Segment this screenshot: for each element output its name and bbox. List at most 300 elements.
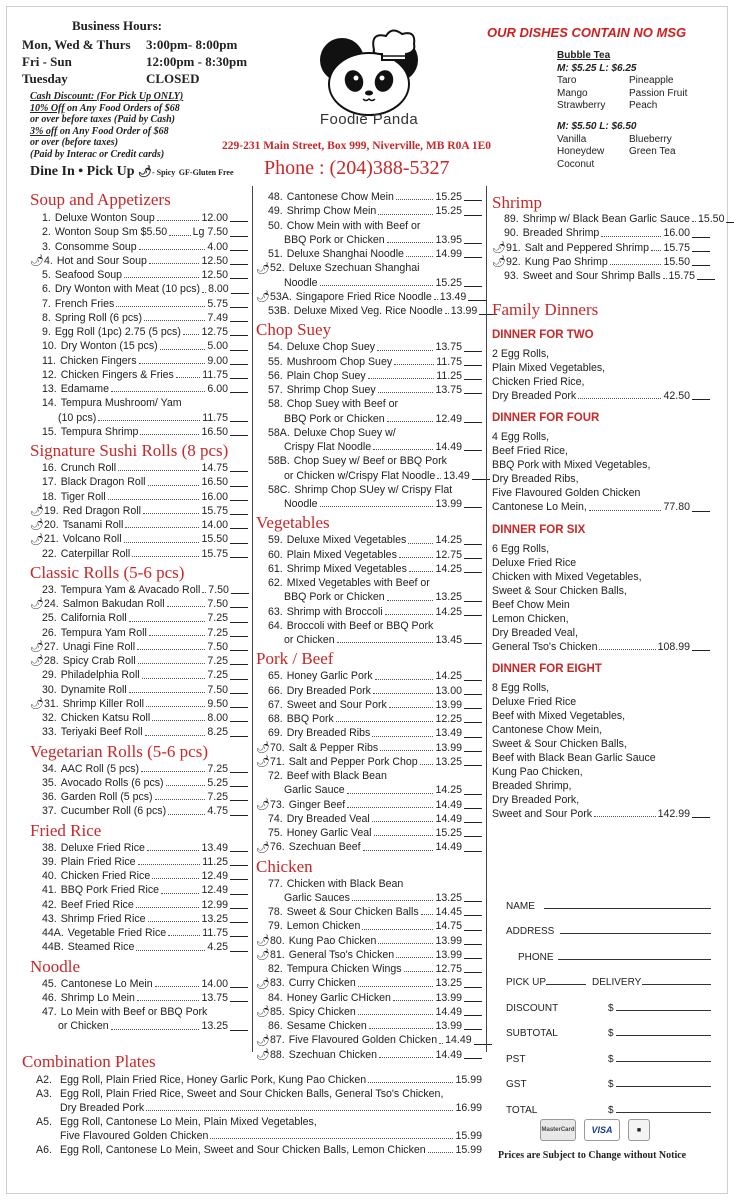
menu-item	[30, 425, 248, 439]
phone-field[interactable]	[558, 959, 711, 960]
quantity-line[interactable]	[230, 664, 248, 665]
leader-dots	[369, 1028, 434, 1029]
quantity-line[interactable]	[230, 221, 248, 222]
chili-icon: 🌶︎	[256, 1048, 270, 1061]
leader-dots	[139, 363, 206, 364]
item-name: Breaded Shrimp	[522, 227, 600, 240]
quantity-line[interactable]	[230, 543, 248, 544]
leader-dots	[176, 377, 200, 378]
quantity-line[interactable]	[230, 650, 248, 651]
quantity-line[interactable]	[464, 737, 482, 738]
quantity-line[interactable]	[692, 265, 710, 266]
quantity-line[interactable]	[464, 379, 482, 380]
item-name: Salmon Bakudan Roll	[62, 598, 165, 610]
combo-line	[22, 1087, 482, 1101]
item-price: 14.49	[435, 441, 462, 453]
quantity-line[interactable]	[230, 514, 248, 515]
leader-dots	[124, 277, 199, 278]
quantity-line[interactable]	[464, 722, 482, 723]
spicy-indicator	[256, 798, 270, 812]
item-name: Kung Pao Shrimp	[524, 255, 608, 268]
dinner-line: Sweet & Sour Chicken Balls,	[492, 584, 627, 597]
quantity-line[interactable]	[692, 817, 710, 818]
debit-icon: ■	[628, 1119, 650, 1141]
item-name: BBQ Pork Fried Rice	[60, 884, 160, 897]
item-number: 15.	[42, 425, 57, 438]
quantity-line[interactable]	[474, 1044, 492, 1045]
dinner-line: Dry Breaded Ribs,	[492, 473, 579, 486]
leader-dots	[138, 663, 206, 664]
item-name: MIxed Vegetables with Beef or	[286, 577, 430, 589]
menu-item	[256, 426, 482, 440]
combo-items: Dry Breaded Pork	[60, 1102, 145, 1114]
quantity-line[interactable]	[231, 293, 249, 294]
menu-item	[256, 798, 482, 812]
section-title: Noodle	[30, 956, 81, 976]
quantity-line[interactable]	[464, 393, 482, 394]
quantity-line[interactable]	[464, 422, 482, 423]
quantity-line[interactable]	[230, 486, 248, 487]
quantity-line[interactable]	[230, 622, 248, 623]
item-name: Consomme Soup	[54, 240, 137, 253]
quantity-line[interactable]	[230, 786, 248, 787]
dinner-line: Cantonese Chow Mein,	[492, 723, 603, 736]
quantity-line[interactable]	[464, 286, 482, 287]
menu-item	[256, 826, 482, 840]
quantity-line[interactable]	[464, 972, 482, 973]
menu-item	[256, 261, 482, 275]
spicy-indicator	[256, 741, 270, 755]
quantity-line[interactable]	[230, 321, 248, 322]
quantity-line[interactable]	[464, 572, 482, 573]
quantity-line[interactable]	[230, 851, 248, 852]
quantity-line[interactable]	[230, 772, 248, 773]
chili-icon: 🌶︎	[30, 255, 44, 267]
item-price: 7.50	[207, 640, 228, 653]
menu-item	[30, 762, 248, 776]
item-name: Shrimp Chow Mein	[286, 205, 377, 218]
quantity-line[interactable]	[230, 908, 248, 909]
item-price: 12.50	[201, 269, 228, 281]
item-name: or Chicken	[284, 634, 335, 646]
quantity-line[interactable]	[464, 215, 482, 216]
menu-item	[30, 790, 248, 804]
item-price: 7.25	[207, 612, 228, 625]
quantity-line[interactable]	[726, 222, 734, 223]
quantity-line[interactable]	[464, 544, 482, 545]
quantity-line[interactable]	[464, 615, 482, 616]
item-price: 14.75	[201, 462, 228, 474]
quantity-line[interactable]	[230, 557, 248, 558]
column-divider	[252, 186, 253, 1052]
total-field[interactable]	[616, 1112, 711, 1113]
quantity-line[interactable]	[230, 800, 248, 801]
item-name: Shrimp Chop SUey w/ Crispy Flat	[294, 483, 453, 496]
item-price: 12.25	[435, 713, 462, 725]
item-name: Szechuan Beef	[288, 841, 361, 854]
item-price: 15.75	[668, 270, 696, 282]
item-number: 39.	[42, 855, 57, 868]
quantity-line[interactable]	[230, 1001, 248, 1002]
quantity-line[interactable]	[230, 815, 248, 816]
item-price: 13.25	[201, 912, 228, 925]
quantity-line[interactable]	[464, 901, 482, 902]
hours-row: Mon, Wed & Thurs 3:00pm- 8:00pm	[22, 37, 238, 52]
item-name: Shrimp Fried Rice	[60, 912, 146, 925]
dinner-price-row	[492, 640, 710, 654]
quantity-line[interactable]	[464, 694, 482, 695]
item-price: 14.49	[435, 841, 462, 854]
item-price: 14.49	[435, 1048, 462, 1061]
item-name: Tempura Mushroom/ Yam	[60, 397, 182, 410]
quantity-line[interactable]	[230, 736, 248, 737]
leader-dots	[155, 986, 200, 987]
combo-number: A3.	[36, 1088, 52, 1100]
quantity-line[interactable]	[230, 707, 248, 708]
item-number: 27.	[43, 640, 59, 653]
quantity-line[interactable]	[230, 392, 248, 393]
quantity-line[interactable]	[230, 307, 248, 308]
item-name: Sesame Chicken	[286, 1020, 367, 1032]
address: 229-231 Main Street, Box 999, Niverville, MB R0A 1E0	[222, 140, 492, 152]
leader-dots	[148, 921, 200, 922]
menu-item	[30, 396, 248, 410]
item-name: Chicken Katsu Roll	[60, 712, 151, 724]
leader-dots	[378, 392, 434, 393]
quantity-line[interactable]	[464, 958, 482, 959]
item-number: 54.	[268, 341, 283, 354]
dinner-line: Dry Breaded Pork,	[492, 793, 580, 806]
item-name: Philadelphia Roll	[60, 669, 140, 682]
item-name: Crunch Roll	[60, 462, 117, 474]
bubble-tea-flavors	[557, 134, 727, 172]
quantity-line[interactable]	[230, 236, 248, 237]
quantity-line[interactable]	[464, 601, 482, 602]
item-name: Chop Suey with Beef or	[286, 398, 399, 411]
delivery-field[interactable]	[642, 984, 711, 985]
menu-item	[30, 725, 248, 739]
leader-dots	[137, 1000, 200, 1001]
item-name: Shrimp Killer Roll	[62, 697, 144, 710]
quantity-line[interactable]	[230, 378, 248, 379]
item-name: Avocado Rolls (6 pcs)	[60, 776, 164, 789]
quantity-line[interactable]	[464, 243, 482, 244]
item-number: 75.	[268, 827, 283, 839]
quantity-line[interactable]	[230, 951, 248, 952]
item-name: Dry Wonton with Meat (10 pcs)	[54, 283, 201, 296]
quantity-line[interactable]	[230, 922, 248, 923]
quantity-line[interactable]	[230, 264, 248, 265]
dinner-line: General Tso's Chicken	[492, 640, 598, 653]
item-name: Caterpillar Roll	[60, 547, 131, 560]
item-name: Seafood Soup	[54, 269, 122, 281]
item-number: 78.	[268, 906, 283, 918]
quantity-line[interactable]	[230, 987, 248, 988]
quantity-line[interactable]	[692, 237, 710, 238]
item-number: 52.	[269, 262, 285, 275]
quantity-line[interactable]	[472, 479, 490, 480]
leader-dots	[439, 1043, 443, 1044]
quantity-line[interactable]	[697, 279, 715, 280]
item-number: 37.	[42, 805, 57, 818]
pst-field[interactable]	[616, 1061, 711, 1062]
leader-dots	[168, 935, 200, 936]
leader-dots	[420, 764, 434, 765]
quantity-line[interactable]	[230, 250, 248, 251]
quantity-line[interactable]	[230, 364, 248, 365]
combo-items: Five Flavoured Golden Chicken	[60, 1130, 209, 1142]
quantity-line[interactable]	[464, 708, 482, 709]
leader-dots	[399, 557, 434, 558]
quantity-line[interactable]	[230, 879, 248, 880]
quantity-line[interactable]	[464, 351, 482, 352]
chili-icon: 🌶︎	[256, 934, 270, 947]
item-price: 14.25	[435, 534, 462, 547]
item-name: Beef with Black Bean	[286, 770, 387, 782]
leader-dots	[320, 506, 434, 507]
item-name: Noodle	[284, 276, 318, 289]
quantity-line[interactable]	[230, 607, 248, 608]
quantity-line[interactable]	[230, 693, 248, 694]
item-price: 14.25	[435, 562, 462, 575]
item-number: 51.	[268, 248, 283, 260]
quantity-line[interactable]	[464, 680, 482, 681]
item-number: 89.	[504, 213, 519, 225]
quantity-line[interactable]	[230, 350, 248, 351]
item-number: 50.	[268, 219, 283, 232]
quantity-line[interactable]	[230, 679, 248, 680]
quantity-line[interactable]	[230, 278, 248, 279]
combo-line	[22, 1129, 482, 1143]
menu-item	[30, 583, 248, 597]
dinner-line: Beef with Mixed Vegetables,	[492, 709, 626, 722]
leader-dots	[358, 1014, 434, 1015]
dinner-price-row	[492, 500, 710, 514]
chili-icon: 🌶︎	[256, 841, 270, 854]
quantity-line[interactable]	[464, 851, 482, 852]
menu-item	[256, 204, 482, 218]
quantity-line[interactable]	[464, 987, 482, 988]
menu-item	[256, 633, 482, 647]
menu-item	[492, 241, 710, 255]
leader-dots	[374, 835, 434, 836]
quantity-line[interactable]	[464, 558, 482, 559]
quantity-line[interactable]	[464, 822, 482, 823]
item-number: 69.	[268, 727, 283, 740]
spicy-indicator	[30, 518, 44, 532]
item-number: 93.	[504, 270, 519, 282]
item-price: 13.45	[435, 634, 462, 646]
item-name: Cantonese Lo Mein	[60, 977, 153, 990]
item-price: 13.99	[450, 305, 478, 317]
item-number: 10.	[42, 340, 57, 353]
tea-flavor: Taro	[557, 75, 577, 87]
quantity-line[interactable]	[464, 836, 482, 837]
item-number: 28.	[43, 655, 59, 667]
gst-field[interactable]	[616, 1086, 711, 1087]
leader-dots	[202, 592, 206, 593]
item-price: 12.00	[201, 212, 228, 224]
combo-price: 15.99	[455, 1144, 482, 1156]
leader-dots	[358, 986, 434, 987]
hours-title: Business Hours:	[72, 18, 162, 33]
quantity-line[interactable]	[230, 636, 248, 637]
quantity-line[interactable]	[464, 794, 482, 795]
leader-dots	[347, 793, 434, 794]
spicy-indicator	[256, 290, 270, 304]
item-number: 76.	[269, 841, 285, 854]
quantity-line[interactable]	[231, 593, 249, 594]
subtotal-field[interactable]	[616, 1035, 711, 1036]
quantity-line[interactable]	[464, 1029, 482, 1030]
quantity-line[interactable]	[464, 808, 482, 809]
item-number: 41.	[42, 884, 57, 897]
quantity-line[interactable]	[464, 944, 482, 945]
menu-item	[30, 926, 248, 940]
item-number: 63.	[268, 605, 283, 618]
bubble-tea-price: M: $5.50 L: $6.50	[557, 120, 637, 132]
leader-dots	[132, 556, 199, 557]
leader-dots	[111, 391, 205, 392]
leader-dots	[136, 950, 205, 951]
item-name: Dry Breaded Ribs	[286, 727, 371, 740]
leader-dots	[404, 971, 434, 972]
item-name: Curry Chicken	[288, 977, 356, 990]
quantity-line[interactable]	[464, 643, 482, 644]
menu-item	[30, 339, 248, 353]
address-field[interactable]	[560, 933, 711, 934]
spicy-indicator	[30, 597, 44, 611]
quantity-line[interactable]	[464, 257, 482, 258]
quantity-line[interactable]	[230, 936, 248, 937]
item-price: 12.99	[201, 898, 228, 911]
leader-dots	[387, 421, 434, 422]
dinner-line: Deluxe Fried Rice	[492, 695, 577, 708]
item-price: 4.00	[207, 240, 228, 253]
leader-dots	[161, 893, 199, 894]
name-field[interactable]	[544, 908, 711, 909]
item-price: 13.00	[435, 684, 462, 697]
quantity-line[interactable]	[464, 1015, 482, 1016]
quantity-line[interactable]	[230, 721, 248, 722]
menu-item	[256, 440, 482, 454]
item-price: 12.49	[201, 884, 228, 897]
menu-item	[30, 354, 248, 368]
item-name: Shrimp Mixed Vegetables	[286, 562, 407, 575]
item-name: Deluxe Chop Suey w/	[293, 426, 396, 439]
leader-dots	[129, 692, 206, 693]
quantity-line[interactable]	[692, 511, 710, 512]
quantity-line[interactable]	[230, 894, 248, 895]
bubble-tea-title: Bubble Tea	[557, 50, 611, 61]
quantity-line[interactable]	[464, 200, 482, 201]
mastercard-icon: MasterCard	[540, 1119, 576, 1141]
item-price: 14.49	[435, 812, 462, 825]
service-legend: Dine In • Pick Up 🌶︎- Spicy GF-Gluten Free	[30, 164, 234, 179]
item-price: 11.25	[436, 369, 462, 382]
quantity-line[interactable]	[230, 435, 248, 436]
item-number: 7.	[42, 297, 51, 310]
item-name: Lemon Chicken	[286, 920, 361, 933]
item-name: Chop Suey w/ Beef or BBQ Pork	[293, 455, 447, 468]
quantity-line[interactable]	[230, 500, 248, 501]
item-price: 13.25	[435, 891, 462, 904]
item-number: 5.	[42, 269, 51, 281]
item-number: 16.	[42, 462, 57, 474]
item-name: Beef Fried Rice	[60, 898, 134, 911]
item-price: 8.25	[207, 726, 228, 739]
dinner-line: 6 Egg Rolls,	[492, 542, 550, 555]
quantity-line[interactable]	[464, 751, 482, 752]
menu-item	[256, 726, 482, 740]
quantity-line[interactable]	[464, 765, 482, 766]
menu-item	[256, 684, 482, 698]
menu-item	[30, 461, 248, 475]
item-number: 38.	[42, 841, 57, 854]
quantity-line[interactable]	[692, 399, 710, 400]
menu-item	[256, 276, 482, 290]
quantity-line[interactable]	[464, 915, 482, 916]
quantity-line[interactable]	[464, 450, 482, 451]
menu-item	[30, 640, 248, 654]
dinner-line: Beef Fried Rice,	[492, 445, 568, 458]
leader-dots	[138, 864, 201, 865]
item-price: 14.99	[435, 248, 462, 260]
order-pst-row: PST $	[506, 1039, 711, 1065]
leader-dots	[610, 264, 662, 265]
leader-dots	[147, 850, 200, 851]
dinner-line: Beef Chow Mein	[492, 598, 570, 611]
item-number: 8.	[42, 311, 51, 324]
combo-items: Egg Roll, Plain Fried Rice, Honey Garlic Pork, Kung Pao Chicken	[60, 1074, 367, 1086]
leader-dots	[408, 543, 433, 544]
leader-dots	[183, 334, 200, 335]
item-name: Garlic Sauce	[284, 784, 345, 797]
item-price: 16.50	[201, 476, 228, 489]
leader-dots	[409, 571, 434, 572]
quantity-line[interactable]	[464, 507, 482, 508]
quantity-line[interactable]	[230, 421, 248, 422]
menu-item	[256, 355, 482, 369]
quantity-line[interactable]	[468, 300, 486, 301]
shrimp-section	[492, 193, 725, 283]
item-number: 58.	[268, 398, 283, 411]
quantity-line[interactable]	[230, 865, 248, 866]
quantity-line[interactable]	[464, 1001, 482, 1002]
quantity-line[interactable]	[230, 335, 248, 336]
item-price: 14.49	[435, 1005, 462, 1018]
chili-icon: 🌶︎	[492, 241, 506, 254]
item-name: Black Dragon Roll	[60, 476, 146, 489]
quantity-line[interactable]	[464, 930, 482, 931]
quantity-line[interactable]	[692, 251, 710, 252]
quantity-line[interactable]	[692, 650, 710, 651]
item-name: Salt & Pepper Ribs	[288, 741, 379, 754]
quantity-line[interactable]	[230, 471, 248, 472]
pickup-field[interactable]	[546, 984, 586, 985]
quantity-line[interactable]	[230, 528, 248, 529]
tea-flavor	[629, 159, 719, 172]
quantity-line[interactable]	[464, 365, 482, 366]
section-title: Fried Rice	[30, 820, 102, 840]
quantity-line[interactable]	[230, 1030, 248, 1031]
menu-item	[30, 518, 248, 532]
discount-field[interactable]	[616, 1010, 711, 1011]
dinner-line: Lemon Chicken,	[492, 612, 569, 625]
menu-item	[256, 812, 482, 826]
menu-item	[30, 268, 248, 282]
leader-dots	[692, 221, 696, 222]
